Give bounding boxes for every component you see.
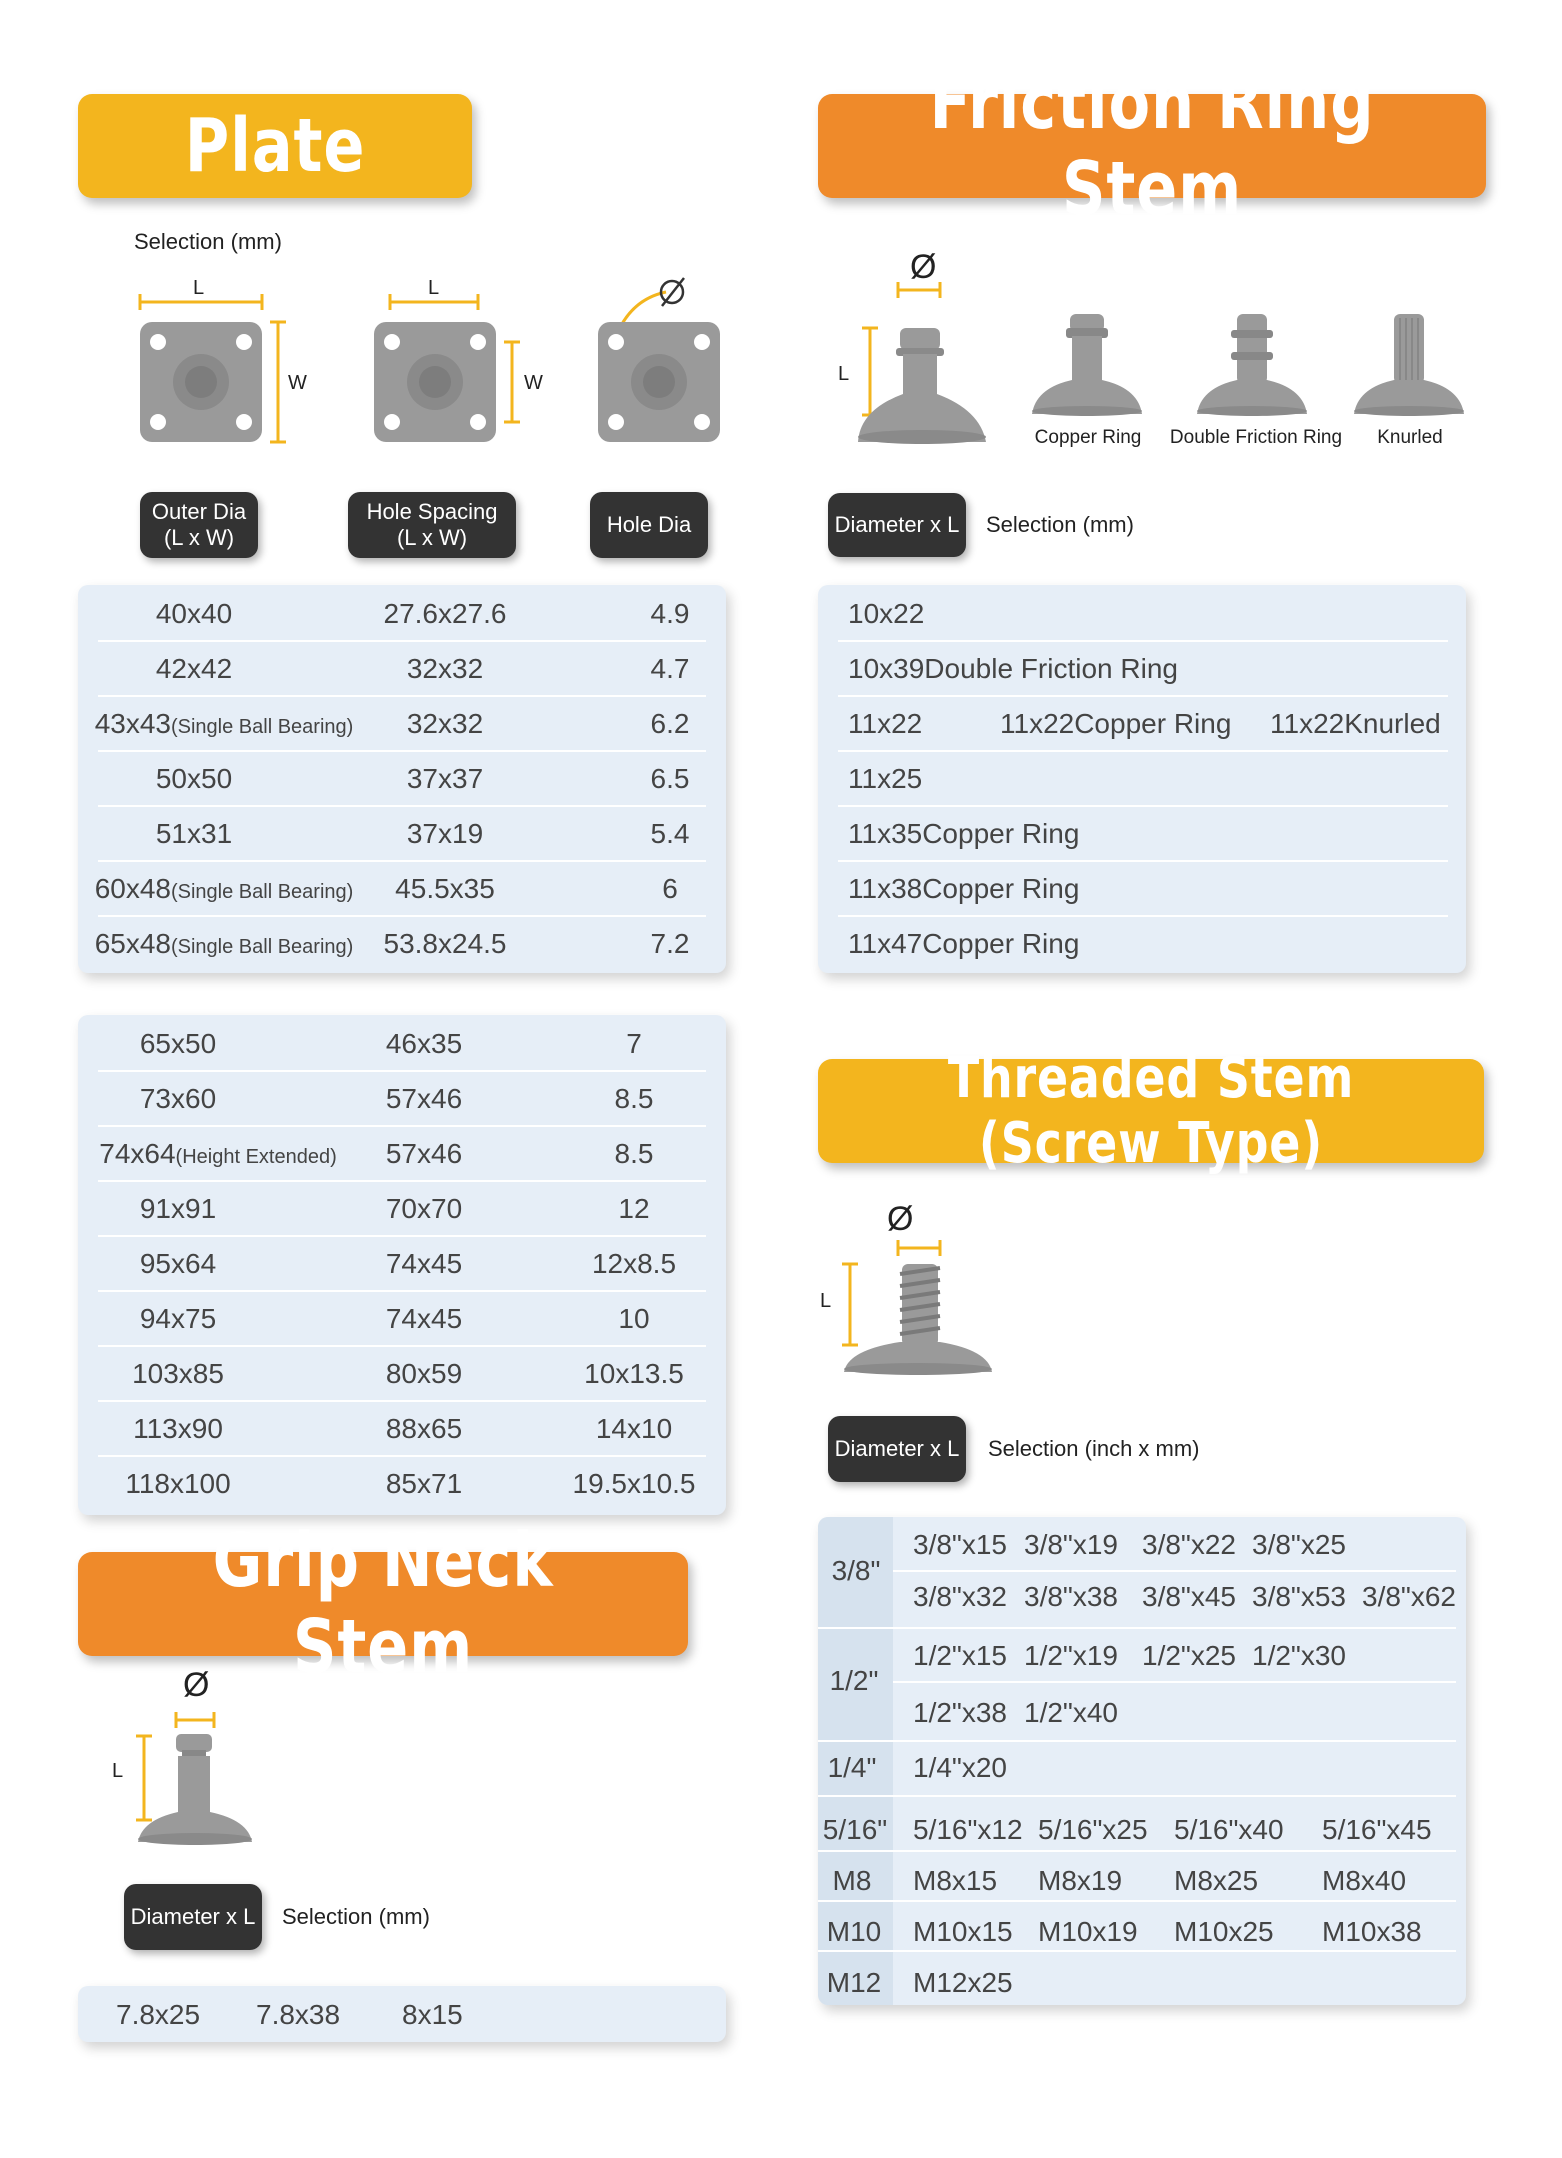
hole-dia-cell: 8.5 — [614, 1138, 654, 1169]
plate-w-label-1: W — [288, 372, 307, 394]
hole-dia-cell: 12x8.5 — [591, 1248, 677, 1279]
thread-cell: 3/8"x62 — [1362, 1581, 1457, 1612]
table-row — [98, 1455, 706, 1510]
table-row — [94, 915, 706, 970]
threaded-stem-title-banner — [818, 1046, 1484, 1176]
friction-ring-title: Friction Ring Stem — [929, 60, 1375, 232]
outer-dia-header — [140, 492, 258, 558]
outer-dia-cell: 73x60 — [139, 1083, 217, 1114]
plate-title: Plate — [184, 103, 366, 189]
thread-cell: M8x19 — [1038, 1865, 1123, 1896]
friction-selection-note: Selection (mm) — [986, 512, 1134, 537]
table-row — [98, 640, 706, 697]
hole-spacing-cell: 57x46 — [385, 1083, 463, 1114]
thread-cell: M10x15 — [913, 1916, 1013, 1947]
grip-neck-table — [78, 1986, 726, 2042]
threaded-l-label: L — [820, 1290, 832, 1312]
friction-cell: 10x22 — [848, 598, 925, 629]
grip-neck-stem-diagram — [130, 1670, 290, 1850]
table-row — [98, 805, 706, 862]
table-row — [98, 1290, 706, 1347]
hole-spacing-cell: 85x71 — [385, 1468, 463, 1499]
table-row — [98, 1180, 706, 1237]
hole-spacing-header-line1: Hole Spacing — [366, 499, 498, 524]
table-row — [838, 805, 1448, 862]
hole-spacing-cell: 27.6x27.6 — [383, 598, 507, 629]
table-row — [838, 860, 1448, 917]
table-row — [98, 1125, 706, 1182]
thread-cell: 1/2"x40 — [1024, 1697, 1119, 1728]
threaded-stem-table — [818, 1517, 1466, 2005]
grip-dia-symbol: Ø — [183, 1666, 210, 1704]
thread-cell: 1/2"x38 — [913, 1697, 1008, 1728]
table-row — [94, 695, 706, 752]
hole-spacing-header-line2: (L x W) — [396, 525, 468, 550]
outer-dia-cell: 42x42 — [155, 653, 233, 684]
outer-dia-note: (Single Ball Bearing) — [170, 936, 354, 958]
outer-dia-cell: 50x50 — [155, 763, 233, 794]
outer-dia-cell: 43x43 — [94, 708, 171, 739]
hole-dia-cell: 14x10 — [595, 1413, 673, 1444]
friction-diameter-pill — [828, 493, 966, 557]
thread-cell: M8x15 — [913, 1865, 998, 1896]
table-row — [98, 1400, 706, 1457]
plate-table-1 — [78, 585, 726, 973]
table-row — [838, 915, 1448, 970]
hole-spacing-cell: 32x32 — [406, 653, 484, 684]
thread-size-cell: 5/16" — [822, 1814, 888, 1845]
hole-spacing-cell: 32x32 — [406, 708, 484, 739]
thread-cell: 3/8"x22 — [1142, 1529, 1237, 1560]
friction-cell: 11x22Knurled — [1270, 708, 1441, 739]
grip-cell: 7.8x25 — [116, 1999, 201, 2030]
hole-dia-cell: 8.5 — [614, 1083, 654, 1114]
table-row — [818, 1627, 1456, 1742]
hole-dia-cell: 6.2 — [650, 708, 690, 739]
hole-dia-cell: 12 — [618, 1193, 650, 1224]
hole-dia-cell: 10x13.5 — [584, 1358, 684, 1389]
plate-hole-dia-diagram — [588, 270, 748, 450]
thread-cell: 1/2"x30 — [1252, 1640, 1347, 1671]
outer-dia-cell: 74x64 — [99, 1138, 176, 1169]
friction-cell: 10x39Double Friction Ring — [848, 653, 1178, 684]
outer-dia-note: (Single Ball Bearing) — [170, 881, 354, 903]
hole-spacing-cell: 74x45 — [385, 1303, 463, 1334]
hole-spacing-cell: 37x19 — [406, 818, 484, 849]
outer-dia-cell: 51x31 — [155, 818, 233, 849]
thread-cell: 1/2"x19 — [1024, 1640, 1119, 1671]
plate-selection-note: Selection (mm) — [134, 229, 282, 254]
friction-cell: 11x22 — [848, 708, 923, 739]
outer-dia-cell: 113x90 — [133, 1413, 223, 1444]
thread-cell: M8x40 — [1322, 1865, 1407, 1896]
hole-spacing-cell: 37x37 — [406, 763, 484, 794]
hole-dia-cell: 19.5x10.5 — [572, 1468, 696, 1499]
thread-cell: 5/16"x12 — [913, 1814, 1023, 1845]
thread-cell: M10x25 — [1174, 1916, 1274, 1947]
hole-spacing-cell: 45.5x35 — [395, 873, 495, 904]
hole-dia-cell: 5.4 — [650, 818, 690, 849]
threaded-stem-title: Threaded Stem (Screw Type) — [947, 1046, 1355, 1176]
hole-spacing-cell: 53.8x24.5 — [383, 928, 507, 959]
grip-selection-note: Selection (mm) — [282, 1904, 430, 1929]
thread-cell: 5/16"x45 — [1322, 1814, 1432, 1845]
thread-cell: 1/2"x15 — [913, 1640, 1008, 1671]
friction-cell: 11x35Copper Ring — [848, 818, 1080, 849]
thread-size-cell: M8 — [832, 1865, 872, 1896]
table-row — [98, 750, 706, 807]
thread-cell: M8x25 — [1174, 1865, 1259, 1896]
grip-diameter-pill-label: Diameter x L — [130, 1904, 256, 1929]
thread-cell: 3/8"x19 — [1024, 1529, 1119, 1560]
copper-ring-icon — [1030, 310, 1150, 420]
hole-dia-cell: 6 — [662, 873, 678, 904]
plate-w-label-2: W — [524, 372, 543, 394]
thread-cell: M12x25 — [913, 1967, 1013, 1998]
table-row — [818, 1740, 1456, 1797]
friction-ring-table — [818, 585, 1466, 973]
threaded-diameter-pill — [828, 1416, 966, 1482]
plate-l-label-2: L — [428, 277, 440, 299]
hole-dia-cell: 4.7 — [650, 653, 690, 684]
hole-dia-cell: 7 — [626, 1028, 642, 1059]
table-row — [98, 1235, 706, 1292]
outer-dia-cell: 40x40 — [155, 598, 233, 629]
plate-outer-dia-diagram — [130, 270, 320, 450]
table-row — [98, 1345, 706, 1402]
thread-cell: 3/8"x38 — [1024, 1581, 1119, 1612]
grip-diameter-pill — [124, 1884, 262, 1950]
thread-size-cell: M12 — [826, 1967, 882, 1998]
thread-cell: 5/16"x40 — [1174, 1814, 1284, 1845]
copper-ring-label: Copper Ring — [1034, 427, 1142, 448]
friction-cell: 11x25 — [848, 763, 923, 794]
thread-cell: M10x38 — [1322, 1916, 1422, 1947]
thread-cell: 1/2"x25 — [1142, 1640, 1237, 1671]
knurled-icon — [1352, 310, 1472, 420]
hole-spacing-cell: 80x59 — [385, 1358, 463, 1389]
friction-diameter-pill-label: Diameter x L — [834, 512, 960, 537]
grip-l-label: L — [112, 1760, 124, 1782]
grip-neck-title-banner — [78, 1518, 688, 1690]
thread-cell: 3/8"x53 — [1252, 1581, 1347, 1612]
friction-ring-title-banner — [818, 60, 1486, 232]
thread-cell: 3/8"x32 — [913, 1581, 1008, 1612]
threaded-dia-symbol: Ø — [887, 1200, 914, 1238]
table-row — [98, 1070, 706, 1127]
thread-size-cell: 1/4" — [827, 1752, 877, 1783]
thread-size-cell: 3/8" — [831, 1555, 881, 1586]
grip-cell: 7.8x38 — [256, 1999, 341, 2030]
thread-size-cell: 1/2" — [829, 1665, 879, 1696]
hole-dia-cell: 7.2 — [650, 928, 690, 959]
hole-dia-header — [590, 492, 708, 558]
grip-cell: 8x15 — [402, 1999, 463, 2030]
table-row — [94, 860, 706, 917]
table-row — [818, 1900, 1456, 1952]
outer-dia-cell: 60x48 — [94, 873, 171, 904]
table-row — [818, 1950, 1456, 2002]
table-row — [818, 1517, 1456, 1629]
friction-dia-symbol: Ø — [910, 248, 937, 286]
table-row — [818, 1795, 1456, 1852]
table-row — [98, 1015, 706, 1072]
outer-dia-header-line1: Outer Dia — [151, 499, 247, 524]
outer-dia-cell: 65x50 — [139, 1028, 217, 1059]
outer-dia-cell: 91x91 — [139, 1193, 217, 1224]
friction-cell: 11x47Copper Ring — [848, 928, 1080, 959]
outer-dia-cell: 103x85 — [132, 1358, 224, 1389]
plate-title-banner — [78, 94, 472, 198]
friction-cell: 11x22Copper Ring — [1000, 708, 1232, 739]
outer-dia-cell: 65x48 — [94, 928, 171, 959]
friction-l-label: L — [838, 363, 850, 385]
hole-spacing-cell: 74x45 — [385, 1248, 463, 1279]
knurled-label: Knurled — [1377, 427, 1443, 448]
outer-dia-cell: 118x100 — [125, 1468, 231, 1499]
outer-dia-note: (Height Extended) — [175, 1146, 337, 1168]
thread-cell: M10x19 — [1038, 1916, 1138, 1947]
table-row — [98, 585, 706, 642]
table-row — [838, 695, 1448, 752]
hole-spacing-cell: 70x70 — [385, 1193, 463, 1224]
threaded-diameter-pill-label: Diameter x L — [834, 1436, 960, 1461]
table-row — [838, 585, 1448, 642]
hole-spacing-cell: 57x46 — [385, 1138, 463, 1169]
friction-cell: 11x38Copper Ring — [848, 873, 1080, 904]
double-friction-ring-label: Double Friction Ring — [1169, 427, 1343, 448]
thread-cell: 3/8"x25 — [1252, 1529, 1347, 1560]
table-row — [838, 750, 1448, 807]
hole-spacing-cell: 88x65 — [385, 1413, 463, 1444]
table-row — [818, 1850, 1456, 1902]
thread-cell: 3/8"x45 — [1142, 1581, 1237, 1612]
plate-hole-spacing-diagram — [364, 270, 554, 450]
thread-cell: 1/4"x20 — [913, 1752, 1008, 1783]
plate-l-label-1: L — [193, 277, 205, 299]
outer-dia-note: (Single Ball Bearing) — [170, 716, 354, 738]
threaded-selection-note: Selection (inch x mm) — [988, 1436, 1200, 1461]
outer-dia-header-line2: (L x W) — [163, 525, 235, 550]
hole-dia-header-label: Hole Dia — [606, 512, 692, 537]
table-row — [838, 640, 1448, 697]
hole-spacing-header — [348, 492, 516, 558]
grip-neck-title: Grip Neck Stem — [212, 1518, 554, 1690]
thread-cell: 3/8"x15 — [913, 1529, 1008, 1560]
thread-size-cell: M10 — [826, 1916, 882, 1947]
hole-dia-cell: 4.9 — [650, 598, 690, 629]
hole-dia-cell: 10 — [618, 1303, 650, 1334]
double-friction-ring-icon — [1195, 310, 1315, 420]
outer-dia-cell: 94x75 — [139, 1303, 217, 1334]
hole-spacing-cell: 46x35 — [385, 1028, 463, 1059]
outer-dia-cell: 95x64 — [139, 1248, 217, 1279]
plate-table-2 — [78, 1015, 726, 1515]
thread-cell: 5/16"x25 — [1038, 1814, 1148, 1845]
hole-dia-cell: 6.5 — [650, 763, 690, 794]
